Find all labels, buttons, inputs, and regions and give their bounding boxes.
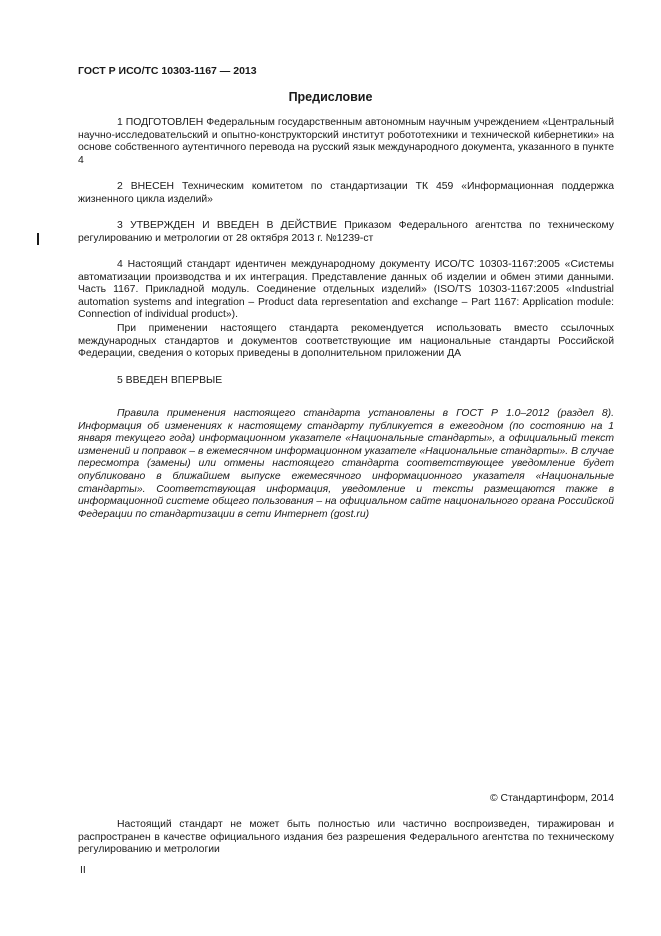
paragraph-2: 2 ВНЕСЕН Техническим комитетом по стандартизации ТК 459 «Информационная поддержка жизненного цикла изделий» xyxy=(78,181,614,205)
reproduction-notice: Настоящий стандарт не может быть полностью или частично воспроизведен, тиражирован и распространен в качестве официального издания без разрешения Федерального агентства по техническому регулированию и метрологии xyxy=(78,819,614,856)
page-number: II xyxy=(80,865,86,876)
copyright-line: © Стандартинформ, 2014 xyxy=(489,793,614,804)
paragraph-3: 3 УТВЕРЖДЕН И ВВЕДЕН В ДЕЙСТВИЕ Приказом Федерального агентства по техническому регулированию и метрологии от 28 октября 2013 г. №1239-ст xyxy=(78,220,614,244)
standard-application-notice: Правила применения настоящего стандарта установлены в ГОСТ Р 1.0–2012 (раздел 8). Информация об изменениях к настоящему стандарту публикуется в ежегодном (по состоянию на 1 января текущего года) информационном указателе «Национальные стандарты», а официальный текст изменений и поправок – в ежемесячном информационном указателе «Национальные стандарты». В случае пересмотра (замены) или отмены настоящего стандарта соответствующее уведомление будет опубликовано в ближайшем выпуске ежемесячного информационного указателя «Национальные стандарты». Соответствующая информация, уведомление и тексты размещаются также в информационной системе общего пользования – на официальном сайте национального органа Российской Федерации по стандартизации в сети Интернет (gost.ru) xyxy=(78,408,614,520)
paragraph-5: 5 ВВЕДЕН ВПЕРВЫЕ xyxy=(117,375,223,386)
paragraph-1: 1 ПОДГОТОВЛЕН Федеральным государственным автономным научным учреждением «Центральный научно-исследовательский и опытно-конструкторский институт робототехники и технической кибернетики» на основе собственного аутентичного перевода на русский язык международного документа, указанного в пункте 4 xyxy=(78,117,614,166)
revision-marker xyxy=(37,233,39,245)
document-header: ГОСТ Р ИСО/ТС 10303-1167 — 2013 xyxy=(78,65,257,77)
paragraph-4-continuation: При применении настоящего стандарта рекомендуется использовать вместо ссылочных международных стандартов и документов соответствующие им национальные стандарты Российской Федерации, сведения о которых приведены в дополнительном приложении ДА xyxy=(78,323,614,360)
section-title: Предисловие xyxy=(288,90,373,104)
paragraph-4: 4 Настоящий стандарт идентичен международному документу ИСО/ТС 10303-1167:2005 «Системы автоматизации производства и их интеграция. Представление данных об изделии и обмен этими данными. Часть 1167. Прикладной модуль. Соединение отдельных изделий» (ISO/TS 10303-1167:2005 «Industrial automation systems and integration – Product data representation and exchange – Part 1167: Application module: Connection of individual product»). xyxy=(78,259,614,321)
